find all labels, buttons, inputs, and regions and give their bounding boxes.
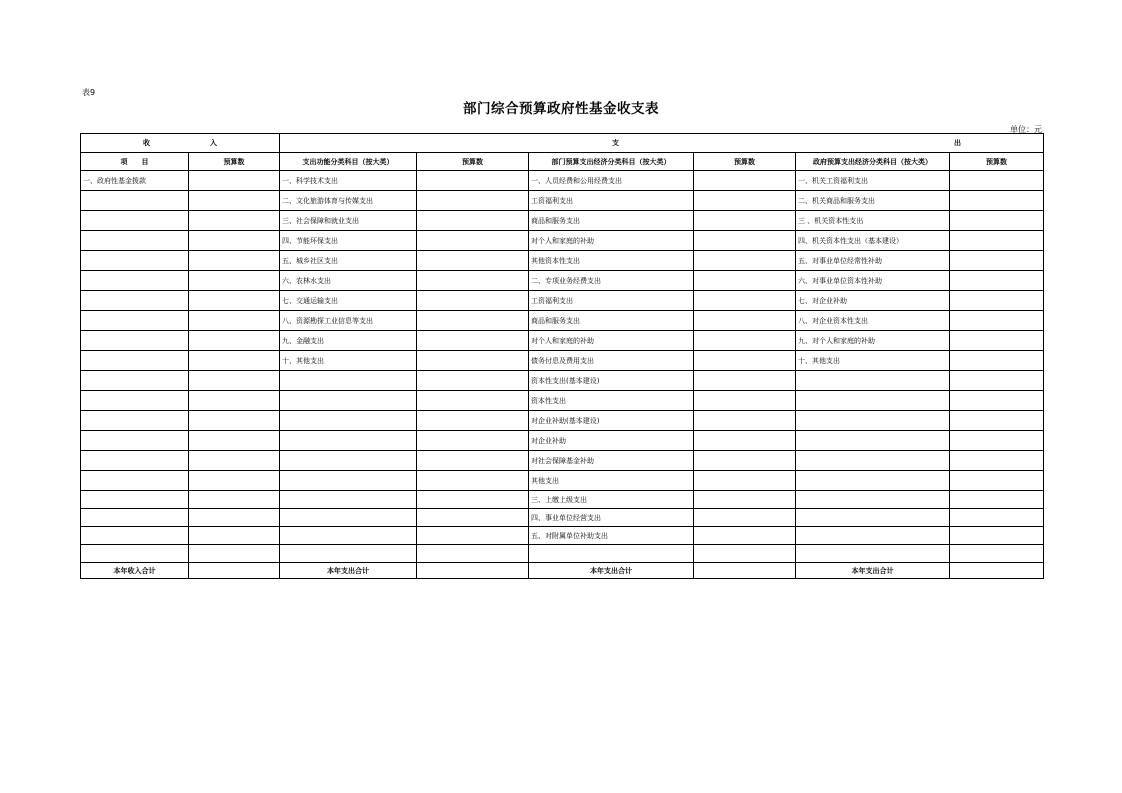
dept-econ-item-cell: 其他资本性支出 [529,251,694,271]
col-header-budget-1: 预算数 [189,153,280,171]
dept-econ-budget-cell [694,371,796,391]
func-budget-cell [417,171,529,191]
gov-econ-item-cell [796,451,950,471]
table-row [81,251,1044,271]
col-header-budget-3: 预算数 [694,153,796,171]
dept-econ-item-cell [529,545,694,563]
gov-econ-item-cell [796,371,950,391]
income-budget-cell [189,509,280,527]
gov-econ-item-cell: 八、对企业资本性支出 [796,311,950,331]
func-budget-cell [417,391,529,411]
table-row [81,371,1044,391]
gov-econ-budget-cell [950,431,1044,451]
dept-econ-budget-cell [694,331,796,351]
total-dept-budget [694,563,796,579]
gov-econ-budget-cell [950,411,1044,431]
income-item-cell [81,451,189,471]
unit-label: 单位：元 [1010,125,1042,134]
dept-econ-budget-cell [694,527,796,545]
income-budget-cell [189,391,280,411]
func-item-cell: 七、交通运输支出 [280,291,417,311]
func-item-cell: 二、文化旅游体育与传媒支出 [280,191,417,211]
dept-econ-item-cell: 四、事业单位经营支出 [529,509,694,527]
gov-econ-item-cell: 三 、机关资本性支出 [796,211,950,231]
dept-econ-item-cell: 对企业补助(基本建设) [529,411,694,431]
gov-econ-item-cell: 七、对企业补助 [796,291,950,311]
income-item-cell [81,331,189,351]
dept-econ-budget-cell [694,211,796,231]
income-budget-cell [189,351,280,371]
gov-econ-budget-cell [950,231,1044,251]
income-item-cell [81,211,189,231]
table-row [81,331,1044,351]
gov-econ-budget-cell [950,291,1044,311]
dept-econ-item-cell: 对企业补助 [529,431,694,451]
table-row [81,411,1044,431]
dept-econ-item-cell: 二、专项业务经费支出 [529,271,694,291]
income-label-right: 入 [210,139,217,147]
table-row [81,231,1044,251]
dept-econ-budget-cell [694,171,796,191]
gov-econ-budget-cell [950,527,1044,545]
income-budget-cell [189,211,280,231]
income-item-cell [81,311,189,331]
func-budget-cell [417,211,529,231]
gov-econ-item-cell: 六、对事业单位资本性补助 [796,271,950,291]
dept-econ-budget-cell [694,311,796,331]
func-item-cell: 三、社会保障和就业支出 [280,211,417,231]
func-budget-cell [417,471,529,491]
total-income-budget [189,563,280,579]
gov-econ-item-cell: 一、机关工资福利支出 [796,171,950,191]
func-item-cell [280,431,417,451]
gov-econ-budget-cell [950,371,1044,391]
gov-econ-item-cell [796,431,950,451]
func-item-cell [280,509,417,527]
income-item-cell [81,509,189,527]
func-item-cell: 五、城乡社区支出 [280,251,417,271]
func-budget-cell [417,411,529,431]
income-item-cell [81,431,189,451]
total-func-budget [417,563,529,579]
table-row [81,391,1044,411]
income-budget-cell [189,431,280,451]
total-income-label: 本年收入合计 [81,563,189,579]
dept-econ-item-cell: 三、上缴上级支出 [529,491,694,509]
income-budget-cell [189,311,280,331]
dept-econ-budget-cell [694,411,796,431]
income-budget-cell [189,191,280,211]
income-budget-cell [189,331,280,351]
income-item-cell [81,411,189,431]
func-budget-cell [417,311,529,331]
income-budget-cell [189,231,280,251]
income-budget-cell [189,371,280,391]
table-row [81,509,1044,527]
total-func-label: 本年支出合计 [280,563,417,579]
expense-section-header [280,134,1044,153]
income-label-left: 收 [143,139,150,147]
col-header-item: 项 目 [81,153,189,171]
gov-econ-item-cell [796,509,950,527]
gov-econ-budget-cell [950,509,1044,527]
col-header-gov-econ: 政府预算支出经济分类科目（按大类） [796,153,950,171]
dept-econ-item-cell: 商品和服务支出 [529,211,694,231]
header-row-section [81,134,1044,153]
col-header-budget-2: 预算数 [417,153,529,171]
func-item-cell [280,471,417,491]
gov-econ-item-cell: 九、对个人和家庭的补助 [796,331,950,351]
gov-econ-budget-cell [950,451,1044,471]
gov-econ-item-cell: 二、机关商品和服务支出 [796,191,950,211]
dept-econ-item-cell: 一、人员经费和公用经费支出 [529,171,694,191]
func-budget-cell [417,231,529,251]
func-item-cell: 十、其他支出 [280,351,417,371]
table-row [81,211,1044,231]
income-budget-cell [189,271,280,291]
gov-econ-item-cell [796,545,950,563]
func-item-cell: 六、农林水支出 [280,271,417,291]
income-budget-cell [189,251,280,271]
income-item-cell [81,251,189,271]
income-budget-cell [189,291,280,311]
income-item-cell [81,291,189,311]
func-budget-cell [417,291,529,311]
dept-econ-item-cell: 对个人和家庭的补助 [529,331,694,351]
func-item-cell: 一、科学技术支出 [280,171,417,191]
dept-econ-item-cell: 债务付息及费用支出 [529,351,694,371]
func-budget-cell [417,271,529,291]
table-row [81,471,1044,491]
table-row [81,291,1044,311]
income-item-cell [81,191,189,211]
gov-econ-budget-cell [950,171,1044,191]
dept-econ-item-cell: 商品和服务支出 [529,311,694,331]
table-row [81,431,1044,451]
gov-econ-item-cell [796,471,950,491]
income-budget-cell [189,545,280,563]
dept-econ-budget-cell [694,451,796,471]
dept-econ-budget-cell [694,491,796,509]
dept-econ-item-cell: 五、对附属单位补助支出 [529,527,694,545]
dept-econ-item-cell: 工资福利支出 [529,291,694,311]
func-budget-cell [417,491,529,509]
income-item-cell [81,391,189,411]
func-item-cell [280,411,417,431]
gov-econ-budget-cell [950,471,1044,491]
income-item-cell [81,271,189,291]
func-budget-cell [417,331,529,351]
gov-econ-budget-cell [950,211,1044,231]
budget-table [80,133,1044,579]
func-item-cell: 八、资源勘探工业信息等支出 [280,311,417,331]
table-row [81,451,1044,471]
func-item-cell [280,451,417,471]
col-header-budget-4: 预算数 [950,153,1044,171]
dept-econ-item-cell: 对社会保障基金补助 [529,451,694,471]
gov-econ-item-cell [796,391,950,411]
dept-econ-item-cell: 资本性支出(基本建设) [529,371,694,391]
dept-econ-budget-cell [694,351,796,371]
gov-econ-budget-cell [950,391,1044,411]
income-item-cell [81,527,189,545]
func-item-cell: 九、金融支出 [280,331,417,351]
dept-econ-item-cell: 资本性支出 [529,391,694,411]
func-budget-cell [417,371,529,391]
func-item-cell [280,391,417,411]
table-row [81,171,1044,191]
gov-econ-budget-cell [950,311,1044,331]
dept-econ-budget-cell [694,509,796,527]
header-row-columns [81,153,1044,171]
dept-econ-budget-cell [694,191,796,211]
func-budget-cell [417,351,529,371]
table-row [81,351,1044,371]
expense-label-right: 出 [954,139,961,147]
income-section-header [81,134,280,153]
table-row [81,527,1044,545]
income-item-cell [81,491,189,509]
func-budget-cell [417,191,529,211]
func-budget-cell [417,431,529,451]
func-item-cell [280,371,417,391]
table-row [81,311,1044,331]
income-budget-cell [189,451,280,471]
gov-econ-budget-cell [950,491,1044,509]
dept-econ-item-cell: 工资福利支出 [529,191,694,211]
gov-econ-budget-cell [950,271,1044,291]
col-header-func: 支出功能分类科目（按大类） [280,153,417,171]
income-item-cell [81,351,189,371]
gov-econ-item-cell: 十、其他支出 [796,351,950,371]
dept-econ-budget-cell [694,291,796,311]
func-budget-cell [417,545,529,563]
dept-econ-budget-cell [694,251,796,271]
gov-econ-budget-cell [950,351,1044,371]
dept-econ-budget-cell [694,545,796,563]
income-budget-cell [189,491,280,509]
gov-econ-item-cell [796,411,950,431]
func-budget-cell [417,527,529,545]
dept-econ-budget-cell [694,391,796,411]
total-gov-label: 本年支出合计 [796,563,950,579]
gov-econ-item-cell: 五、对事业单位经常性补助 [796,251,950,271]
table-row [81,491,1044,509]
gov-econ-item-cell [796,491,950,509]
dept-econ-budget-cell [694,231,796,251]
func-item-cell [280,527,417,545]
income-budget-cell [189,411,280,431]
income-item-cell: 一、政府性基金拨款 [81,171,189,191]
gov-econ-item-cell [796,527,950,545]
income-budget-cell [189,171,280,191]
func-budget-cell [417,251,529,271]
gov-econ-budget-cell [950,191,1044,211]
table-number: 表9 [82,88,96,97]
total-dept-label: 本年支出合计 [529,563,694,579]
income-item-cell [81,471,189,491]
totals-row [81,563,1044,579]
dept-econ-budget-cell [694,431,796,451]
income-budget-cell [189,527,280,545]
income-item-cell [81,231,189,251]
dept-econ-item-cell: 其他支出 [529,471,694,491]
func-item-cell: 四、节能环保支出 [280,231,417,251]
income-item-cell [81,371,189,391]
income-budget-cell [189,471,280,491]
gov-econ-budget-cell [950,331,1044,351]
income-item-cell [81,545,189,563]
gov-econ-budget-cell [950,251,1044,271]
col-header-dept-econ: 部门预算支出经济分类科目（按大类） [529,153,694,171]
func-budget-cell [417,509,529,527]
func-budget-cell [417,451,529,471]
table-row [81,545,1044,563]
table-row [81,191,1044,211]
dept-econ-budget-cell [694,471,796,491]
gov-econ-item-cell: 四、机关资本性支出（基本建设） [796,231,950,251]
dept-econ-budget-cell [694,271,796,291]
table-row [81,271,1044,291]
budget-table-body [81,134,1044,579]
total-gov-budget [950,563,1044,579]
func-item-cell [280,491,417,509]
dept-econ-item-cell: 对个人和家庭的补助 [529,231,694,251]
gov-econ-budget-cell [950,545,1044,563]
expense-label-left: 支 [612,139,619,147]
func-item-cell [280,545,417,563]
page-title: 部门综合预算政府性基金收支表 [463,101,659,117]
